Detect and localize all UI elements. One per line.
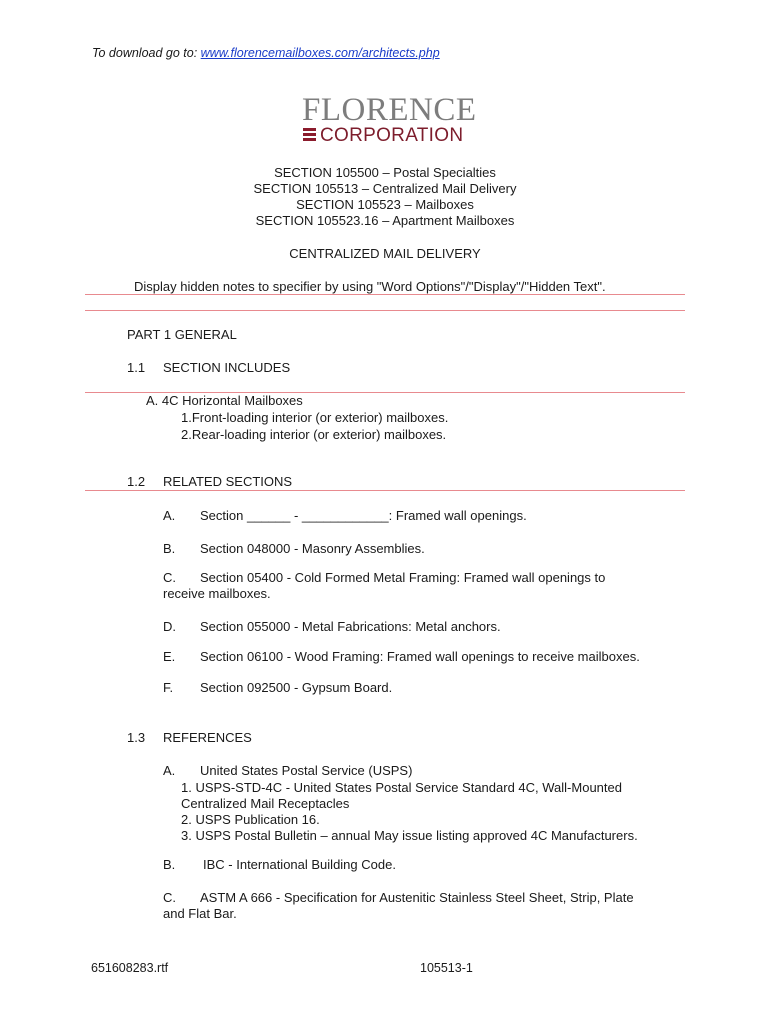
list-item: Section 048000 - Masonry Assemblies. <box>200 541 425 556</box>
download-prefix: To download go to: <box>92 46 201 60</box>
list-item: 2.Rear-loading interior (or exterior) mailboxes. <box>181 427 447 442</box>
list-letter: F. <box>163 680 174 695</box>
article-title: REFERENCES <box>163 730 252 745</box>
footer-page-number: 105513-1 <box>420 961 473 975</box>
list-item: Section 06100 - Wood Framing: Framed wall openings to receive mailboxes. <box>200 649 640 664</box>
list-item: Section ______ - ____________: Framed wall openings. <box>200 508 527 523</box>
list-item: Section 055000 - Metal Fabrications: Metal anchors. <box>200 619 501 634</box>
list-letter: C. <box>163 890 176 905</box>
logo-wordmark: FLORENCE <box>302 92 477 128</box>
section-heading-4: SECTION 105523.16 – Apartment Mailboxes <box>255 213 515 228</box>
list-item: 1. USPS-STD-4C - United States Postal Service Standard 4C, Wall-Mounted <box>181 780 622 795</box>
list-item: United States Postal Service (USPS) <box>200 763 413 778</box>
download-line <box>92 46 440 60</box>
list-item: Section 092500 - Gypsum Board. <box>200 680 393 695</box>
list-letter: C. <box>163 570 176 585</box>
list-letter: E. <box>163 649 176 664</box>
article-title: RELATED SECTIONS <box>163 474 293 489</box>
list-letter: D. <box>163 619 176 634</box>
hidden-text-line <box>85 310 685 311</box>
logo-bars-icon <box>303 128 316 142</box>
hidden-text-line <box>85 294 685 295</box>
article-number: 1.1 <box>127 360 146 375</box>
section-heading-2: SECTION 105513 – Centralized Mail Delivery <box>253 181 517 196</box>
section-heading-3: SECTION 105523 – Mailboxes <box>296 197 474 212</box>
list-letter: B. <box>163 857 176 872</box>
download-link[interactable]: www.florencemailboxes.com/architects.php <box>200 46 440 60</box>
list-item: ASTM A 666 - Specification for Austenitic Stainless Steel Sheet, Strip, Plate <box>200 890 634 905</box>
list-item: Section 05400 - Cold Formed Metal Framing: Framed wall openings to <box>200 570 606 585</box>
list-letter: A. <box>163 508 176 523</box>
footer-filename: 651608283.rtf <box>91 961 169 975</box>
article-number: 1.2 <box>127 474 146 489</box>
article-number: 1.3 <box>127 730 146 745</box>
list-item: 2. USPS Publication 16. <box>181 812 320 827</box>
document-title: CENTRALIZED MAIL DELIVERY <box>289 246 481 261</box>
list-item: 1.Front-loading interior (or exterior) mailboxes. <box>181 410 449 425</box>
section-heading-1: SECTION 105500 – Postal Specialties <box>274 165 496 180</box>
list-letter: A. <box>163 763 176 778</box>
list-item-continuation: and Flat Bar. <box>163 906 237 921</box>
part-heading: PART 1 GENERAL <box>127 327 237 342</box>
hidden-text-line <box>85 490 685 491</box>
list-item-continuation: receive mailboxes. <box>163 586 271 601</box>
hidden-notes-instruction: Display hidden notes to specifier by using "Word Options"/"Display"/"Hidden Text". <box>134 279 606 294</box>
list-letter: B. <box>163 541 176 556</box>
list-item: A. 4C Horizontal Mailboxes <box>146 393 303 408</box>
list-item: IBC - International Building Code. <box>203 857 396 872</box>
florence-logo <box>302 92 477 146</box>
list-item: 3. USPS Postal Bulletin – annual May issue listing approved 4C Manufacturers. <box>181 828 638 843</box>
logo-subtitle: CORPORATION <box>320 125 464 146</box>
article-title: SECTION INCLUDES <box>163 360 291 375</box>
list-item-continuation: Centralized Mail Receptacles <box>181 796 350 811</box>
